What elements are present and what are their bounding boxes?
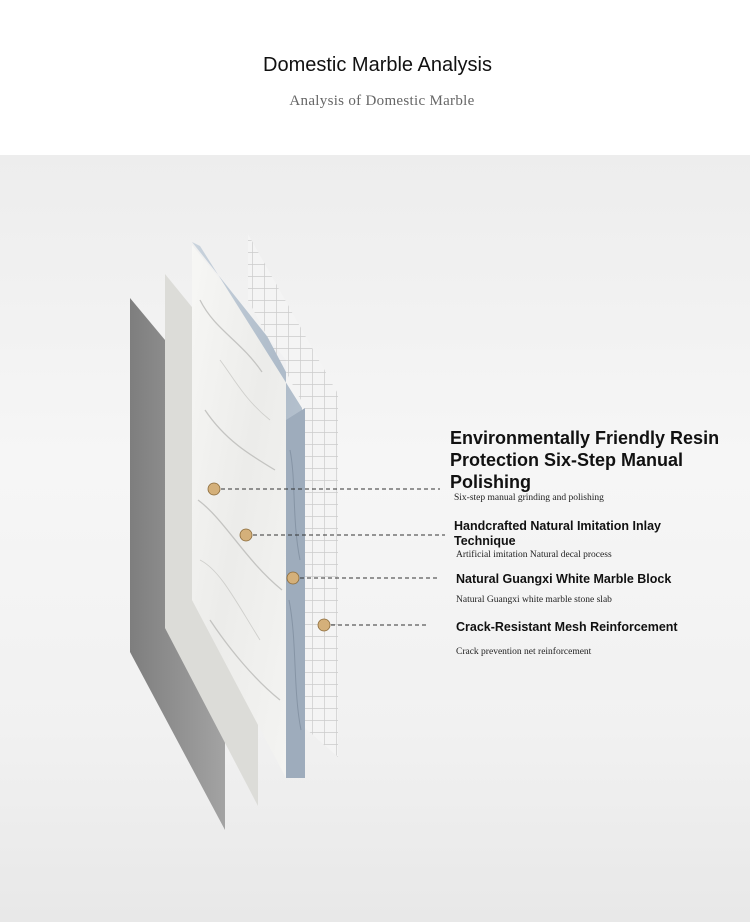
page-title: Domestic Marble Analysis (263, 54, 492, 76)
layer-caption-mesh: Crack prevention net reinforcement (456, 647, 592, 657)
marker-polishing (208, 483, 220, 495)
marker-marble-block (287, 572, 299, 584)
layer-label-mesh: Crack-Resistant Mesh Reinforcement (456, 620, 678, 634)
layer-label-marble-block: Natural Guangxi White Marble Block (456, 572, 672, 586)
layer-label-inlay: Handcrafted Natural Imitation Inlay Technique (454, 519, 661, 548)
marker-mesh (318, 619, 330, 631)
layer-caption-polishing: Six-step manual grinding and polishing (454, 493, 604, 503)
marker-inlay (240, 529, 252, 541)
layer-label-polishing: Environmentally Friendly Resin Protection Six-Step Manual Polishing (450, 428, 720, 492)
layer-caption-marble-block: Natural Guangxi white marble stone slab (456, 595, 612, 605)
layer-caption-inlay: Artificial imitation Natural decal process (456, 550, 612, 560)
page-subtitle: Analysis of Domestic Marble (289, 93, 475, 109)
